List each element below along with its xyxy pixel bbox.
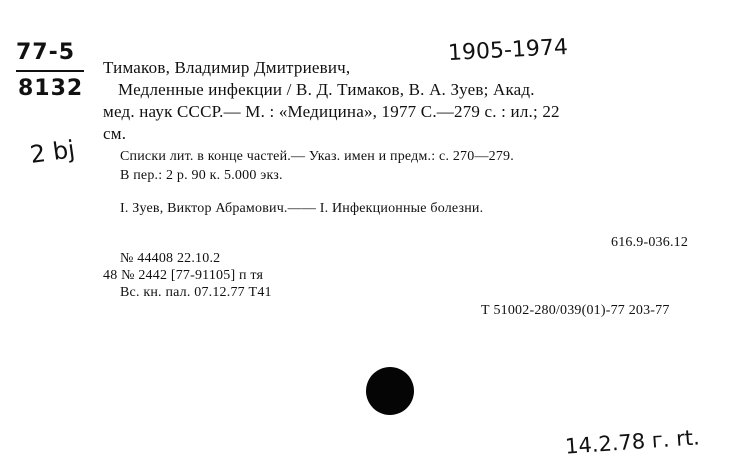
- udc-number: 616.9-036.12: [611, 235, 689, 250]
- record-line-1: № 44408 22.10.2: [120, 251, 221, 266]
- notes-line-1: Списки лит. в конце частей.— Указ. имен и предм.: с. 270—279.: [120, 149, 514, 164]
- title-line-2: мед. наук СССР.— М. : «Медицина», 1977 С.—279 с. : ил.; 22: [103, 102, 560, 121]
- tracing-line: I. Зуев, Виктор Абрамович.—— I. Инфекционные болезни.: [120, 201, 484, 216]
- publisher-code: Т 51002-280/039(01)-77 203-77: [481, 303, 670, 318]
- card-punch-hole: [366, 367, 414, 415]
- shelfmark-bottom: 8132: [18, 76, 84, 101]
- handwritten-years: 1905-1974: [447, 34, 569, 67]
- shelfmark-top: 77-5: [16, 40, 76, 65]
- author-heading: Тимаков, Владимир Дмитриевич,: [103, 58, 351, 77]
- record-line-2: 48 № 2442 [77-91105] п тя: [103, 268, 264, 283]
- record-line-3: Вс. кн. пал. 07.12.77 Т41: [120, 285, 272, 300]
- shelfmark-underline: [16, 70, 84, 72]
- title-line-3: см.: [103, 124, 127, 143]
- handwritten-margin-mark: 2 bj: [28, 135, 77, 169]
- title-line-1: Медленные инфекции / В. Д. Тимаков, В. А. Зуев; Акад.: [118, 80, 535, 99]
- handwritten-bottom-note: 14.2.78 г. rt.: [564, 425, 701, 459]
- notes-line-2: В пер.: 2 р. 90 к. 5.000 экз.: [120, 168, 283, 183]
